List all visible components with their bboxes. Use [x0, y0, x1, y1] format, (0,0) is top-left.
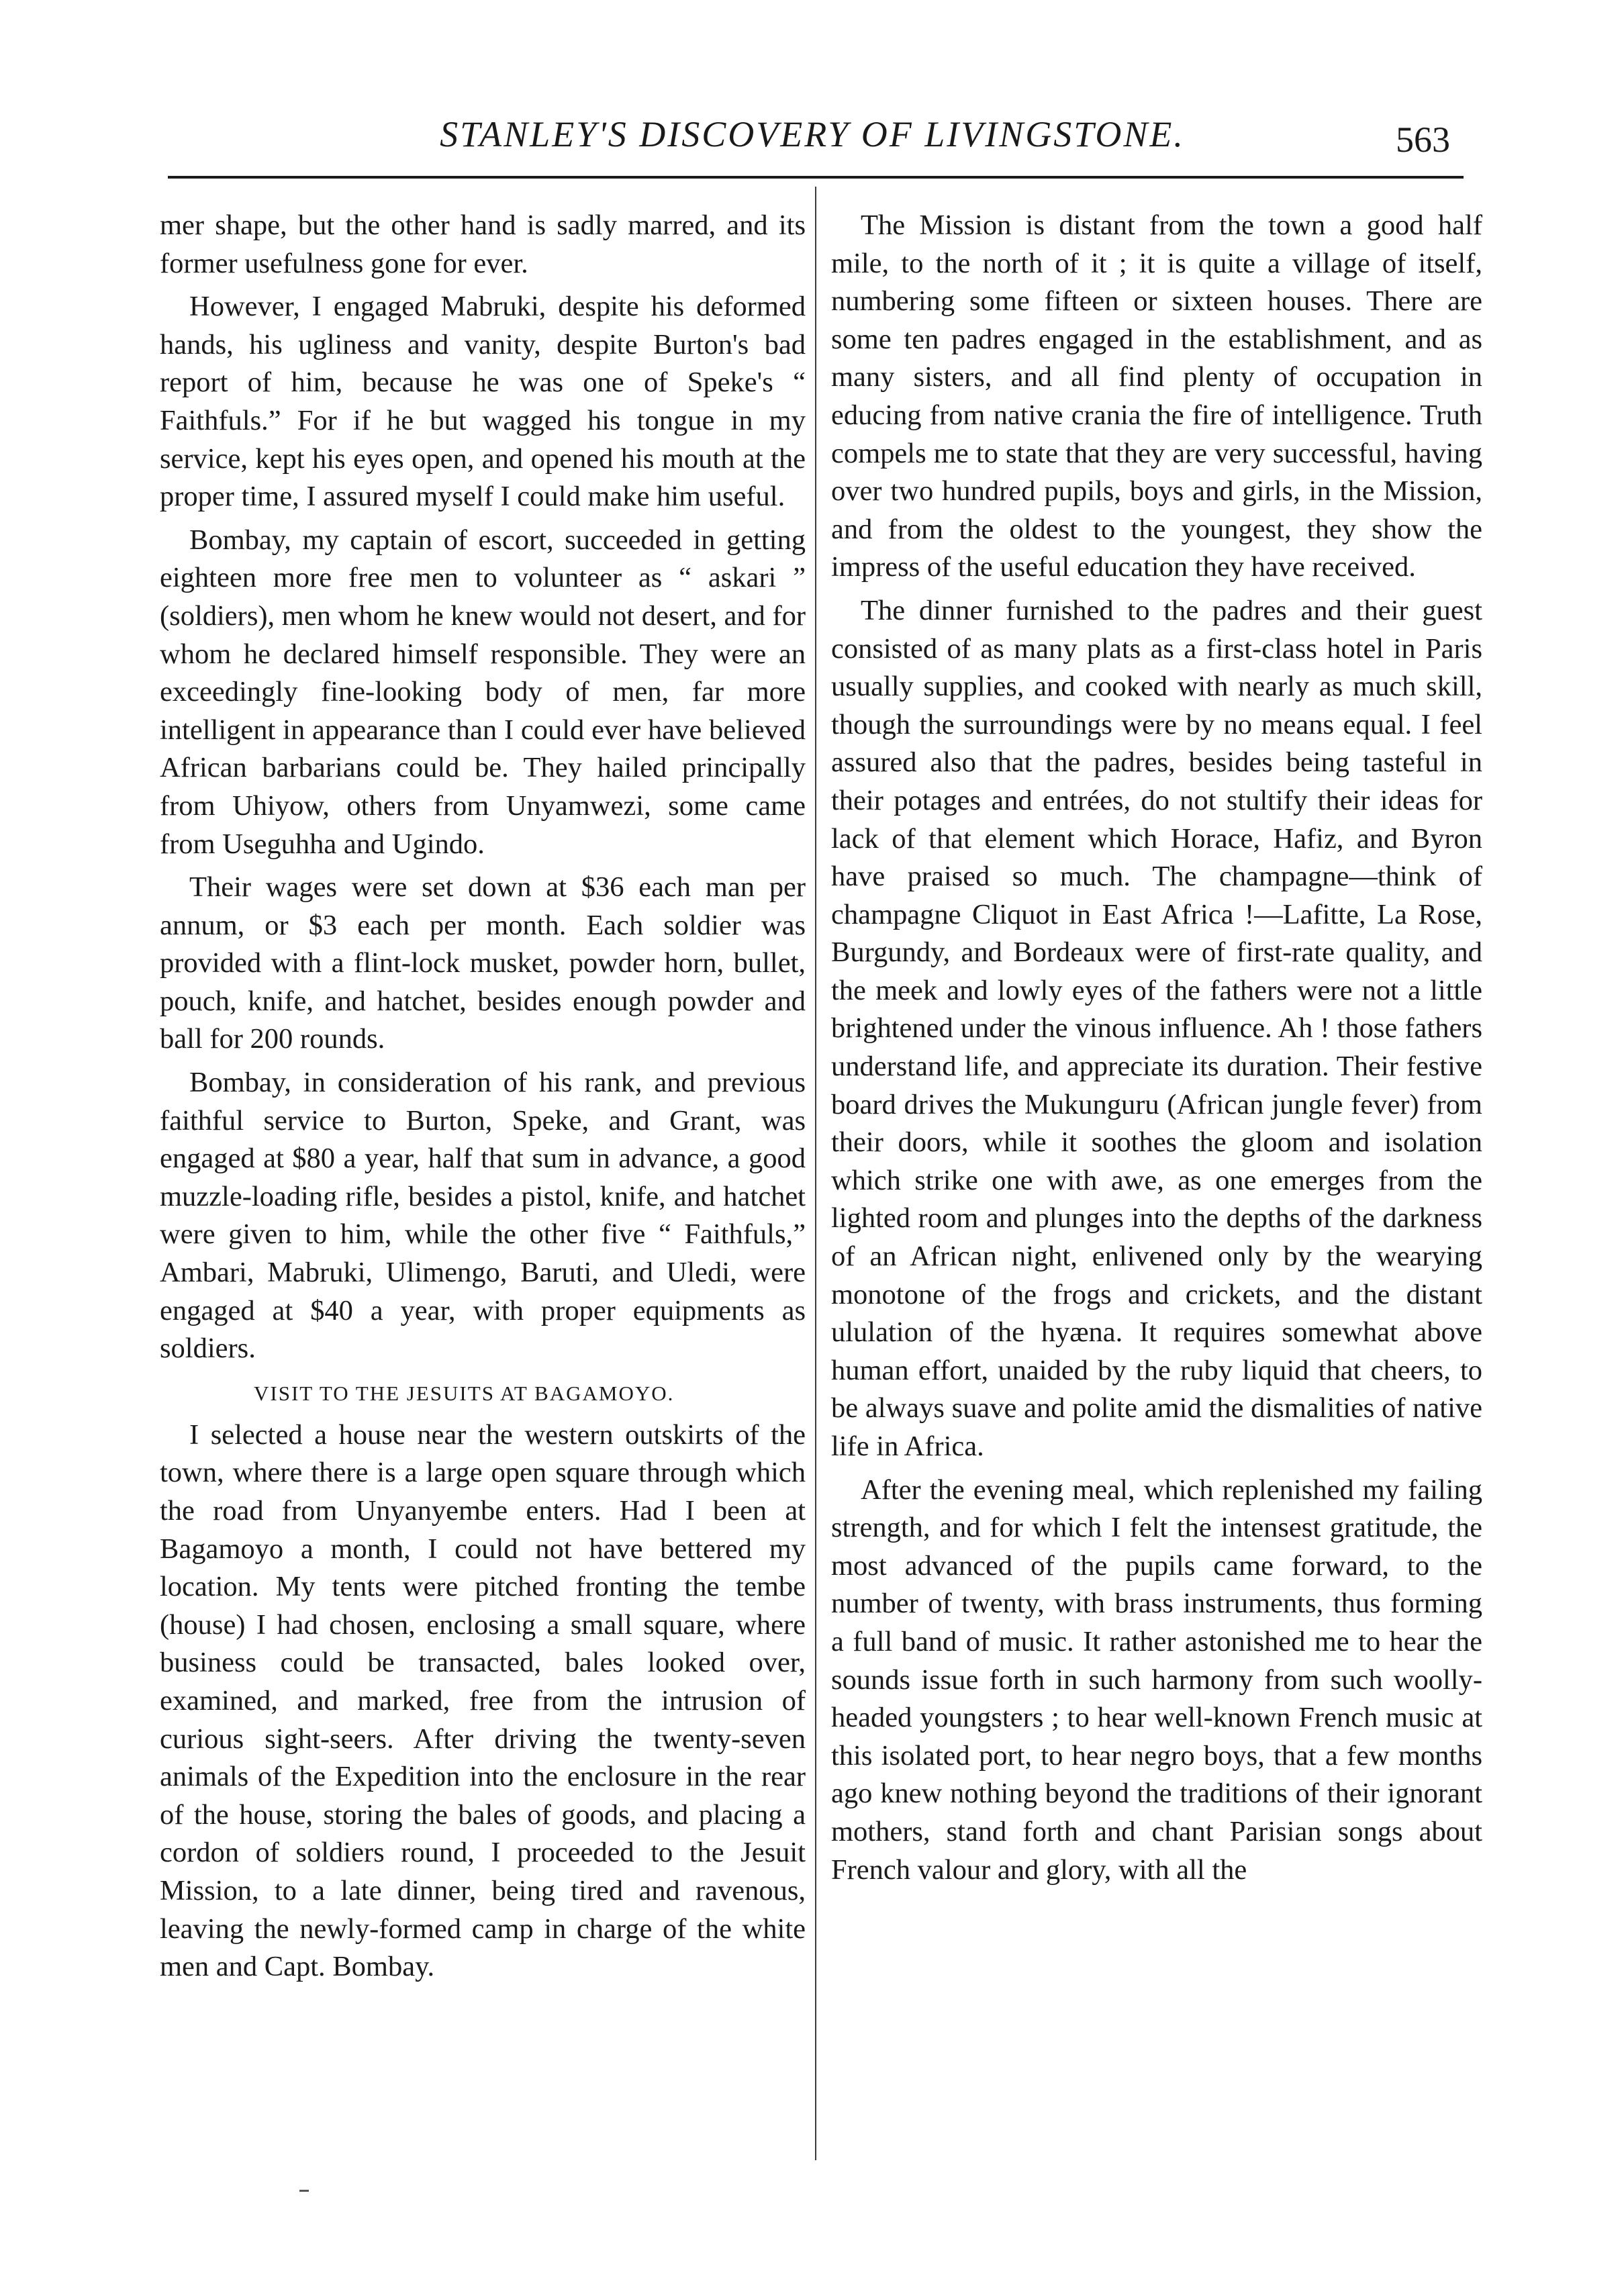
running-title: STANLEY'S DISCOVERY OF LIVINGSTONE. [440, 114, 1185, 154]
paragraph: The dinner furnished to the padres and their guest consisted of as many plats as a first-class hotel in Paris usually supplies, and cooked with nearly as much skill, though the surroundings were by no means equal. I feel assured also that the padres, besides being tasteful in their potages and entrées, do not stultify their ideas for lack of that element which Horace, Hafiz, and Byron have praised so much. The champagne—think of champagne Cliquot in East Africa !—Lafitte, La Rose, Burgundy, and Bordeaux were of first-rate quality, and the meek and lowly eyes of the fathers were not a little brightened under the vinous influence. Ah ! those fathers understand life, and appreciate its duration. Their festive board drives the Mukunguru (African jungle fever) from their doors, while it soothes the gloom and isolation which strike one with awe, as one emerges from the lighted room and plunges into the depths of the darkness of an African night, enlivened only by the wearying monotone of the frogs and crickets, and the distant ululation of the hyæna. It requires somewhat above human effort, unaided by the ruby liquid that cheers, to be always suave and polite amid the dismalities of native life in Africa. [831, 594, 1482, 1462]
header-rule [168, 176, 1464, 179]
paragraph: However, I engaged Mabruki, despite his deformed hands, his ugliness and vanity, despite Burton's bad report of him, because he was one of Speke's “ Faithfuls.” For if he but wagged his tongue in my service, kept his eyes open, and opened his mouth at the proper time, I assured myself I could make him useful. [160, 291, 806, 513]
paragraph: The Mission is distant from the town a good half mile, to the north of it ; it is quite a village of itself, numbering some fifteen or sixteen houses. There are some ten padres engaged in the establishment, and as many sisters, and all find plenty of occupation in educing from native crania the fire of intelligence. Truth compels me to state that they are very successful, having over two hundred pupils, boys and girls, in the Mission, and from the oldest to the youngest, they show the impress of the useful education they have received. [831, 209, 1482, 583]
paragraph: Bombay, my captain of escort, succeeded in getting eighteen more free men to volunteer as “ askari ” (soldiers), men whom he knew would not desert, and for whom he declared himself responsible. They were an exceedingly fine-looking body of men, far more intelligent in appearance than I could ever have believed African barbarians could be. They hailed principally from Uhiyow, others from Unyamwezi, some came from Useguhha and Ugindo. [160, 524, 806, 860]
column-divider [815, 187, 816, 2160]
paragraph: I selected a house near the western outskirts of the town, where there is a large open square through which the road from Unyanyembe enters. Had I been at Bagamoyo a month, I could not have bettered my location. My tents were pitched fronting the tembe (house) I had chosen, enclosing a small square, where business could be transacted, bales looked over, examined, and marked, free from the intrusion of curious sight-seers. After driving the twenty-seven animals of the Expedition into the enclosure in the rear of the house, storing the bales of goods, and placing a cordon of soldiers round, I proceeded to the Jesuit Mission, to a late dinner, being tired and ravenous, leaving the newly-formed camp in charge of the white men and Capt. Bombay. [160, 1418, 806, 1983]
paragraph: After the evening meal, which replenished my failing strength, and for which I felt the intensest gratitude, the most advanced of the pupils came forward, to the number of twenty, with brass instruments, thus forming a full band of music. It rather astonished me to hear the sounds issue forth in such harmony from such woolly-headed youngsters ; to hear well-known French music at this isolated port, to hear negro boys, that a few months ago knew nothing beyond the traditions of their ignorant mothers, stand forth and chant Parisian songs about French valour and glory, with all the [831, 1473, 1482, 1886]
paragraph: Their wages were set down at $36 each man per annum, or $3 each per month. Each soldier was provided with a flint-lock musket, powder horn, bullet, pouch, knife, and hatchet, besides enough powder and ball for 200 rounds. [160, 871, 806, 1055]
paragraph: mer shape, but the other hand is sadly marred, and its former usefulness gone for ever. [160, 209, 806, 279]
section-heading: VISIT TO THE JESUITS AT BAGAMOYO. [254, 1381, 675, 1405]
footer-mark [299, 2190, 309, 2192]
paragraph: Bombay, in consideration of his rank, and previous faithful service to Burton, Speke, and Grant, was engaged at $80 a year, half that sum in advance, a good muzzle-loading rifle, besides a pistol, knife, and hatchet were given to him, while the other five “ Faithfuls,” Ambari, Mabruki, Ulimengo, Baruti, and Uledi, were engaged at $40 a year, with proper equipments as soldiers. [160, 1067, 806, 1365]
running-head [168, 107, 1457, 161]
right-column [831, 207, 1482, 1889]
page-number: 563 [1396, 119, 1450, 160]
left-column [160, 207, 806, 1986]
